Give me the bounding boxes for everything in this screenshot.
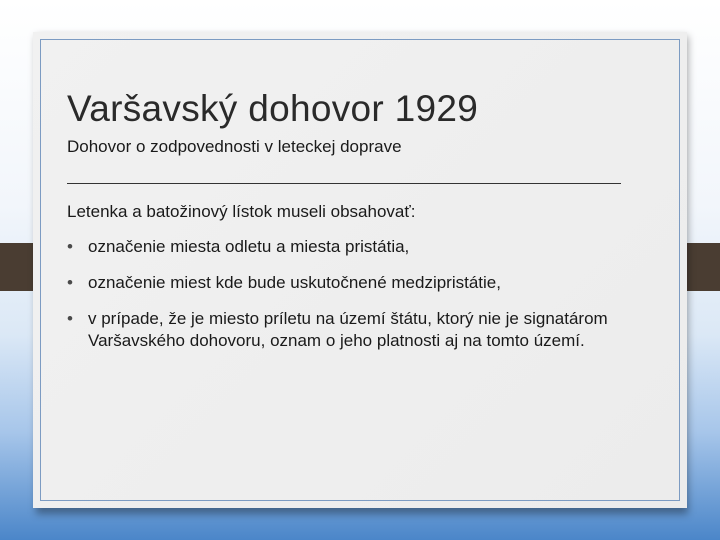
slide-subtitle: Dohovor o zodpovednosti v leteckej doprave bbox=[67, 137, 402, 156]
bullet-dot-icon: • bbox=[67, 273, 73, 292]
bullet-list bbox=[67, 236, 627, 366]
bullet-item bbox=[67, 272, 627, 294]
bullet-item bbox=[67, 236, 627, 258]
title-divider bbox=[67, 183, 621, 184]
bullet-dot-icon: • bbox=[67, 237, 73, 256]
bullet-list-heading: Letenka a batožinový lístok museli obsahovať: bbox=[67, 202, 416, 221]
bullet-dot-icon: • bbox=[67, 309, 73, 328]
bullet-text: označenie miest kde bude uskutočnené medzipristátie, bbox=[88, 273, 501, 292]
bullet-item bbox=[67, 308, 627, 352]
bullet-text: označenie miesta odletu a miesta pristátia, bbox=[88, 237, 410, 256]
slide-title: Varšavský dohovor 1929 bbox=[67, 88, 479, 129]
bullet-text: v prípade, že je miesto príletu na území štátu, ktorý nie je signatárom Varšavského dohovoru, oznam o jeho platnosti aj na tomto území. bbox=[88, 309, 608, 350]
